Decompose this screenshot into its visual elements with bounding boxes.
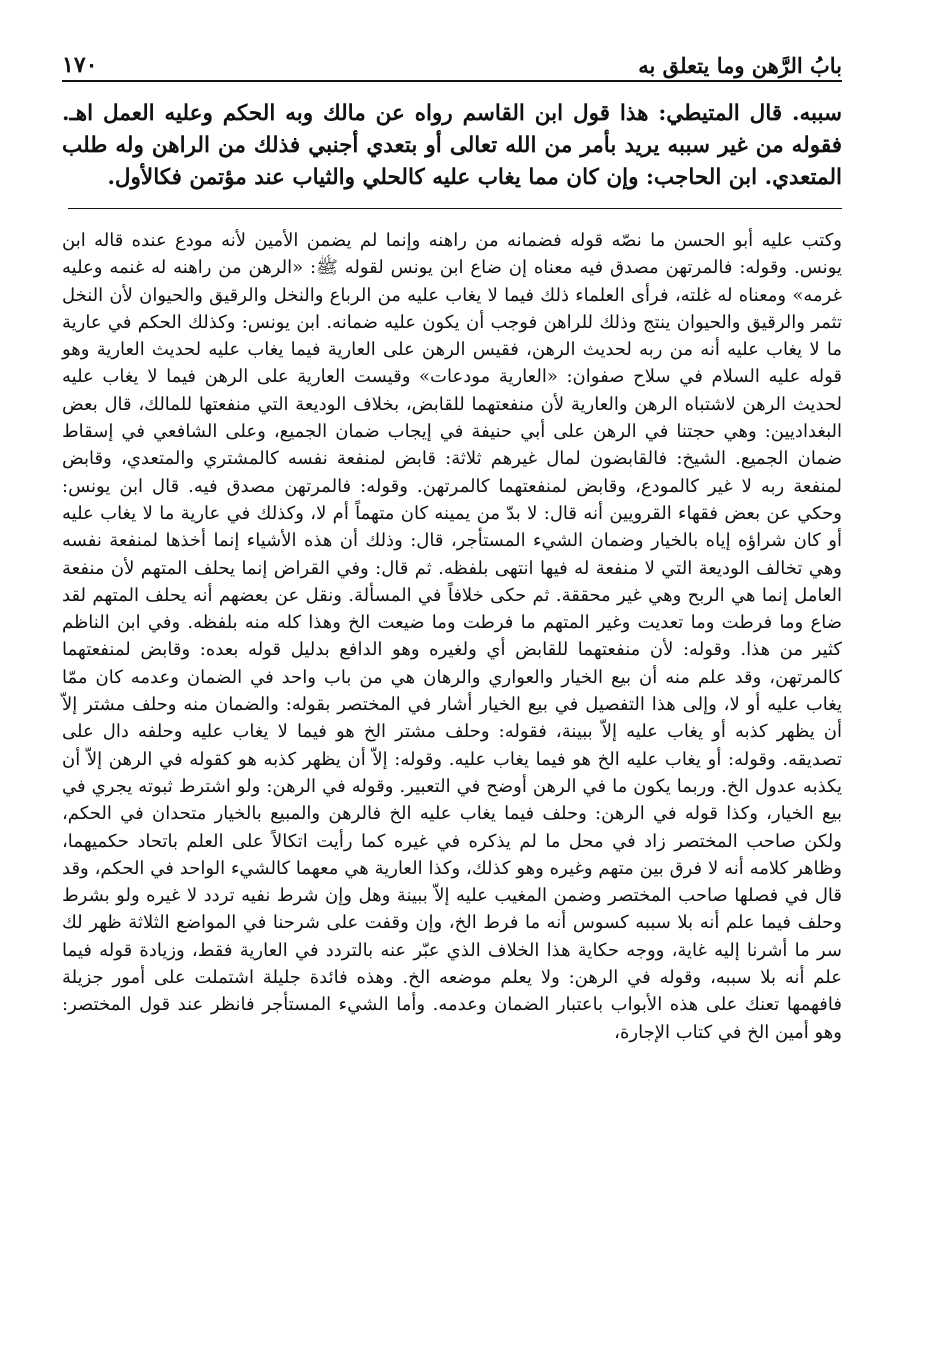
page (62, 38, 842, 1348)
page-number: ١٧٠ (62, 52, 98, 78)
footnote-divider (68, 208, 842, 209)
footnote: وكتب عليه أبو الحسن ما نصّه قوله فضمانه من راهنه وإنما لم يضمن الأمين لأنه مودع عنده قاله ابن يونس. وقوله: فالمرتهن مصدق فيه معناه إن ضاع ابن يونس لقوله ﷺ: «الرهن من راهنه له غنمه وعليه غرمه» ومعناه له غلته، فرأى العلماء ذلك فيما لا يغاب عليه من الرباع والنخل والرقيق والحيوان لأن النخل تثمر والرقيق والحيوان ينتج وذلك للراهن فوجب أن يكون عليه ضمانه. ابن يونس: وكذلك الحكم في عارية ما لا يغاب عليه أنه من ربه لحديث الرهن، فقيس الرهن على العارية فيما يغاب عليه لحديث العارية وهو قوله عليه السلام في سلاح صفوان: «العارية مودعات» وقيست العارية على الرهن فيما لا يغاب عليه لحديث الرهن لاشتباه الرهن والعارية لأن منفعتهما للقابض، بخلاف الوديعة التي منفعتها للمالك، قال بعض البغداديين: وهي حجتنا في الرهن على أبي حنيفة في إيجاب ضمان الجميع، وعلى الشافعي في إسقاط ضمان الجميع. الشيخ: فالقابضون لمال غيرهم ثلاثة: قابض لمنفعة نفسه كالمشتري والمتعدي، وقابض لمنفعة ربه لا غير كالمودع، وقابض لمنفعتهما كالمرتهن. وقوله: فالمرتهن مصدق فيه. قال ابن يونس: وحكي عن بعض فقهاء القرويين أنه قال: لا بدّ من يمينه كان متهماً أم لا، وكذلك في عارية ما لا يغاب عليه أو كان شراؤه إياه بالخيار وضمان الشيء المستأجر، قال: وذلك أن هذه الأشياء إنما أخذها لمنفعة نفسه وهي تخالف الوديعة التي لا منفعة له فيها انتهى بلفظه. ثم قال: وفي القراض إنما يحلف المتهم لأن منفعة العامل إنما هي الربح وهي غير محققة. ثم حكى خلافاً في المسألة. ونقل عن بعضهم أنه يحلف المتهم لقد ضاع وما فرطت وما تعديت وغير المتهم ما فرطت وما ضيعت الخ وهذا كله منه بلفظه. وفي ابن الناظم كثير من هذا. وقوله: لأن منفعتهما للقابض أي ولغيره وهو الدافع بدليل قوله بعده: وقابض لمنفعتهما كالمرتهن، وقد علم منه أن بيع الخيار والعواري والرهان هي من باب واحد في الضمان وعدمه كان ممّا يغاب عليه أو لا، وإلى هذا التفصيل في بيع الخيار أشار في المختصر بقوله: والضمان منه وحلف مشتر إلاّ أن يظهر كذبه أو يغاب عليه إلاّ ببينة، فقوله: وحلف مشتر الخ هو فيما لا يغاب عليه وحلفه دال على تصديقه. وقوله: أو يغاب عليه الخ هو فيما يغاب عليه. وقوله: إلاّ أن يظهر كذبه هو كقوله في الرهن إلاّ أن يكذبه عدول الخ. وربما يكون ما في الرهن أوضح في التعبير. وقوله في الرهن: ولو اشترط ثبوته يجري في بيع الخيار، وكذا قوله في الرهن: وحلف فيما يغاب عليه الخ فالرهن والمبيع بالخيار متحدان في الحكم، ولكن صاحب المختصر زاد في محل ما لم يذكره في غيره كما رأيت اتكالاً على العلم باتحاد حكميهما، وظاهر كلامه أنه لا فرق بين متهم وغيره وهو كذلك، وكذا العارية هي معهما كالشيء الواحد في الحكم، وقد قال في فصلها صاحب المختصر وضمن المغيب عليه إلاّ ببينة وهل وإن شرط نفيه تردد لا غيره ولو بشرط وحلف فيما علم أنه بلا سببه كسوس أنه ما فرط الخ، وإن وقفت على شرحنا في المواضع الثلاثة ظهر لك سر ما أشرنا إليه غاية، ووجه حكاية هذا الخلاف الذي عبّر عنه بالتردد في العارية فقط، وزيادة قوله فيما علم أنه بلا سببه، وقوله في الرهن: ولا يعلم موضعه الخ. وهذه فائدة جليلة اشتملت على أمور جزيلة فافهمها تعنك على هذه الأبواب باعتبار الضمان وعدمه. وأما الشيء المستأجر فانظر عند قول المختصر: وهو أمين الخ في كتاب الإجارة، (62, 230, 842, 1043)
running-title: بابُ الرَّهن وما يتعلق به (638, 53, 842, 78)
page-header (62, 38, 842, 82)
main-text: سببه. قال المتيطي: هذا قول ابن القاسم رواه عن مالك وبه الحكم وعليه العمل اهـ. فقوله من غير سببه يريد بأمر من الله تعالى أو بتعدي أجنبي فذلك من الراهن وله طلب المتعدي. ابن الحاجب: وإن كان مما يغاب عليه كالحلي والثياب عند مؤتمن فكالأول. (62, 101, 842, 190)
